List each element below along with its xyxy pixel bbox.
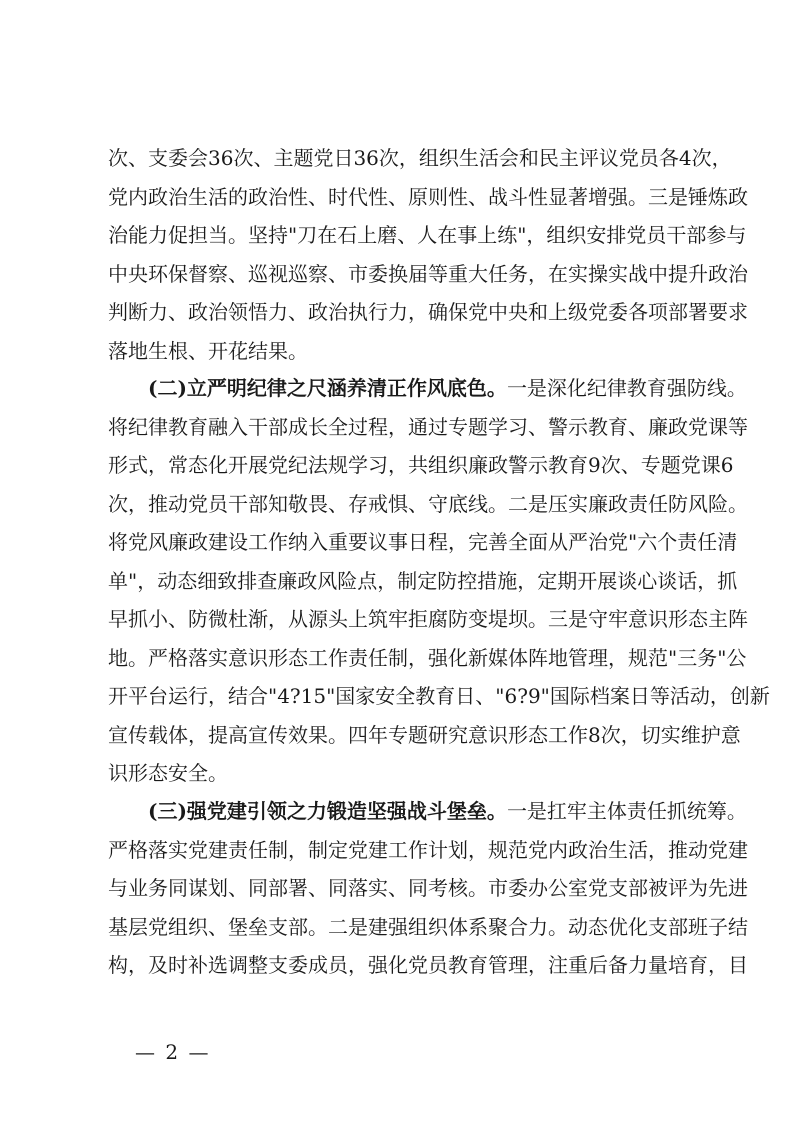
- line-text: 识形态安全。: [108, 761, 228, 785]
- text-line: [108, 792, 747, 831]
- line-text: 一是深化纪律教育强防线。: [506, 376, 747, 400]
- line-text: 构，及时补选调整支委成员，强化党员教育管理，注重后备力量培育，目: [108, 953, 748, 977]
- section-heading: (二)立严明纪律之尺涵养清正作风底色。: [148, 376, 507, 400]
- text-line: [108, 639, 747, 678]
- text-line: [108, 293, 748, 332]
- line-text: 严格落实党建责任制，制定党建工作计划，规范党内政治生活，推动党建: [108, 837, 748, 862]
- text-line: [108, 869, 748, 908]
- line-text: 与业务同谋划、同部署、同落实、同考核。市委办公室党支部被评为先进: [108, 876, 748, 900]
- line-text: 次、支委会36次、主题党日36次，组织生活会和民主评议党员各4次，: [108, 146, 732, 170]
- line-text: 宣传载体，提高宣传效果。四年专题研究意识形态工作8次，切实维护意: [108, 722, 741, 747]
- line-text: 落地生根、开花结果。: [108, 338, 308, 363]
- text-line: [108, 754, 693, 793]
- section-heading: (三)强党建引领之力锻造坚强战斗堡垒。: [148, 799, 507, 823]
- line-text: 中央环保督察、巡视巡察、市委换届等重大任务，在实操实战中提升政治: [108, 261, 748, 286]
- text-line: [108, 831, 748, 870]
- paragraph-1: [108, 139, 748, 370]
- page-number: — 2 —: [135, 1040, 211, 1064]
- text-line: [108, 332, 693, 371]
- text-line: [108, 946, 748, 985]
- line-text: 基层党组织、堡垒支部。二是建强组织体系聚合力。动态优化支部班子结: [108, 914, 748, 939]
- paragraph-2: [108, 369, 770, 793]
- text-line: [108, 446, 734, 485]
- text-line: [108, 139, 732, 178]
- line-text: 判断力、政治领悟力、政治执行力，确保党中央和上级党委各项部署要求: [108, 300, 748, 324]
- text-line: [108, 523, 738, 562]
- line-text: 治能力促担当。坚持"刀在石上磨、人在事上练"，组织安排党员干部参与: [108, 223, 747, 247]
- text-line: [108, 716, 741, 755]
- line-text: 形式，常态化开展党纪法规学习，共组织廉政警示教育9次、专题党课6: [108, 453, 734, 477]
- text-line: [108, 408, 748, 447]
- text-line: [108, 677, 770, 716]
- text-line: [108, 178, 748, 217]
- line-text: 早抓小、防微杜渐，从源头上筑牢拒腐防变堤坝。三是守牢意识形态主阵: [108, 607, 748, 631]
- line-text: 单"，动态细致排查廉政风险点，制定防控措施，定期开展谈心谈话，抓: [108, 568, 738, 593]
- text-line: [108, 908, 748, 947]
- line-text: 次，推动党员干部知敬畏、存戒惧、守底线。二是压实廉政责任防风险。: [108, 491, 748, 516]
- text-line: [108, 369, 747, 408]
- line-text: 一是扛牢主体责任抓统筹。: [506, 799, 747, 823]
- line-text: 党内政治生活的政治性、时代性、原则性、战斗性显著增强。三是锤炼政: [108, 184, 748, 209]
- text-line: [108, 562, 738, 601]
- line-text: 地。严格落实意识形态工作责任制，强化新媒体阵地管理，规范"三务"公: [108, 645, 747, 670]
- line-text: 开平台运行，结合"4?15"国家安全教育日、"6?9"国际档案日等活动，创新: [108, 684, 770, 708]
- text-line: [108, 255, 748, 294]
- line-text: 将纪律教育融入干部成长全过程，通过专题学习、警示教育、廉政党课等: [108, 414, 748, 439]
- line-text: 将党风廉政建设工作纳入重要议事日程，完善全面从严治党"六个责任清: [108, 530, 738, 554]
- paragraph-3: [108, 792, 748, 985]
- text-line: [108, 600, 748, 639]
- text-line: [108, 216, 747, 255]
- text-line: [108, 485, 748, 524]
